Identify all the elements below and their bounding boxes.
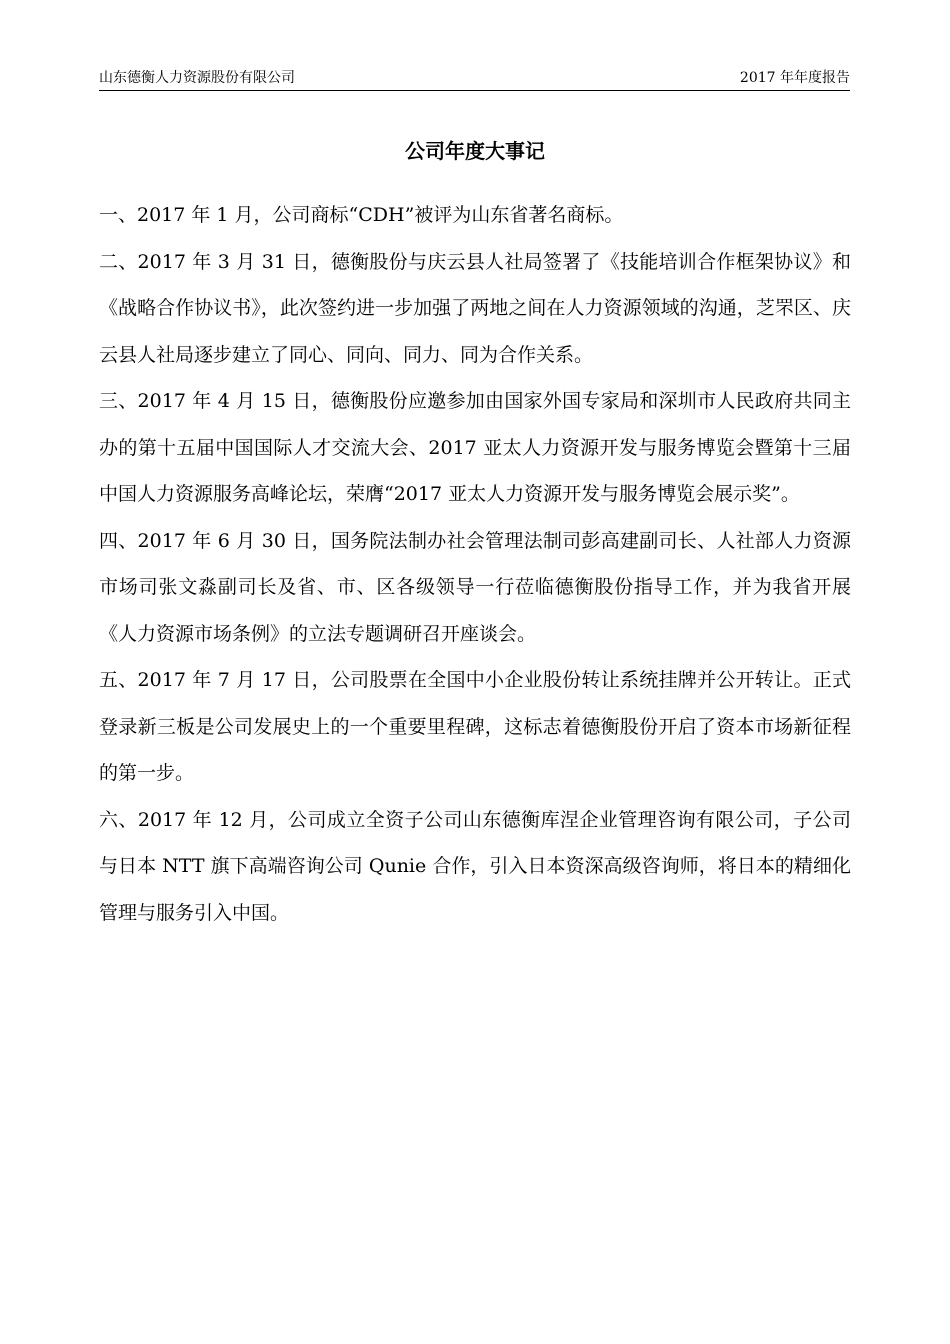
header-company-name: 山东德衡人力资源股份有限公司: [99, 70, 295, 86]
event-item: 一、2017 年 1 月，公司商标“CDH”被评为山东省著名商标。: [99, 204, 624, 226]
event-item: 五、2017 年 7 月 17 日，公司股票在全国中小企业股份转让系统挂牌并公开转让。正式登录新三板是公司发展史上的一个重要里程碑，这标志着德衡股份开启了资本市场新征程的第一步。: [99, 669, 851, 784]
event-item: 三、2017 年 4 月 15 日，德衡股份应邀参加由国家外国专家局和深圳市人民政府共同主办的第十五届中国国际人才交流大会、2017 亚太人力资源开发与服务博览会暨第十三届中国人力资源服务高峰论坛，荣膺“2017 亚太人力资源开发与服务博览会展示奖”。: [99, 390, 851, 505]
page-header: [99, 66, 850, 91]
header-report-title: 2017 年年度报告: [739, 70, 850, 86]
events-list: [99, 192, 851, 936]
event-item: 四、2017 年 6 月 30 日，国务院法制办社会管理法制司彭高建副司长、人社部人力资源市场司张文淼副司长及省、市、区各级领导一行莅临德衡股份指导工作，并为我省开展《人力资源市场条例》的立法专题调研召开座谈会。: [99, 529, 851, 645]
event-item: 二、2017 年 3 月 31 日，德衡股份与庆云县人社局签署了《技能培训合作框架协议》和《战略合作协议书》，此次签约进一步加强了两地之间在人力资源领域的沟通，芝罘区、庆云县人社局逐步建立了同心、同向、同力、同为合作关系。: [99, 250, 851, 366]
event-item: 六、2017 年 12 月，公司成立全资子公司山东德衡库涅企业管理咨询有限公司，子公司与日本 NTT 旗下高端咨询公司 Qunie 合作，引入日本资深高级咨询师，将日本的精细化管理与服务引入中国。: [99, 808, 851, 924]
page-title: 公司年度大事记: [405, 139, 545, 163]
